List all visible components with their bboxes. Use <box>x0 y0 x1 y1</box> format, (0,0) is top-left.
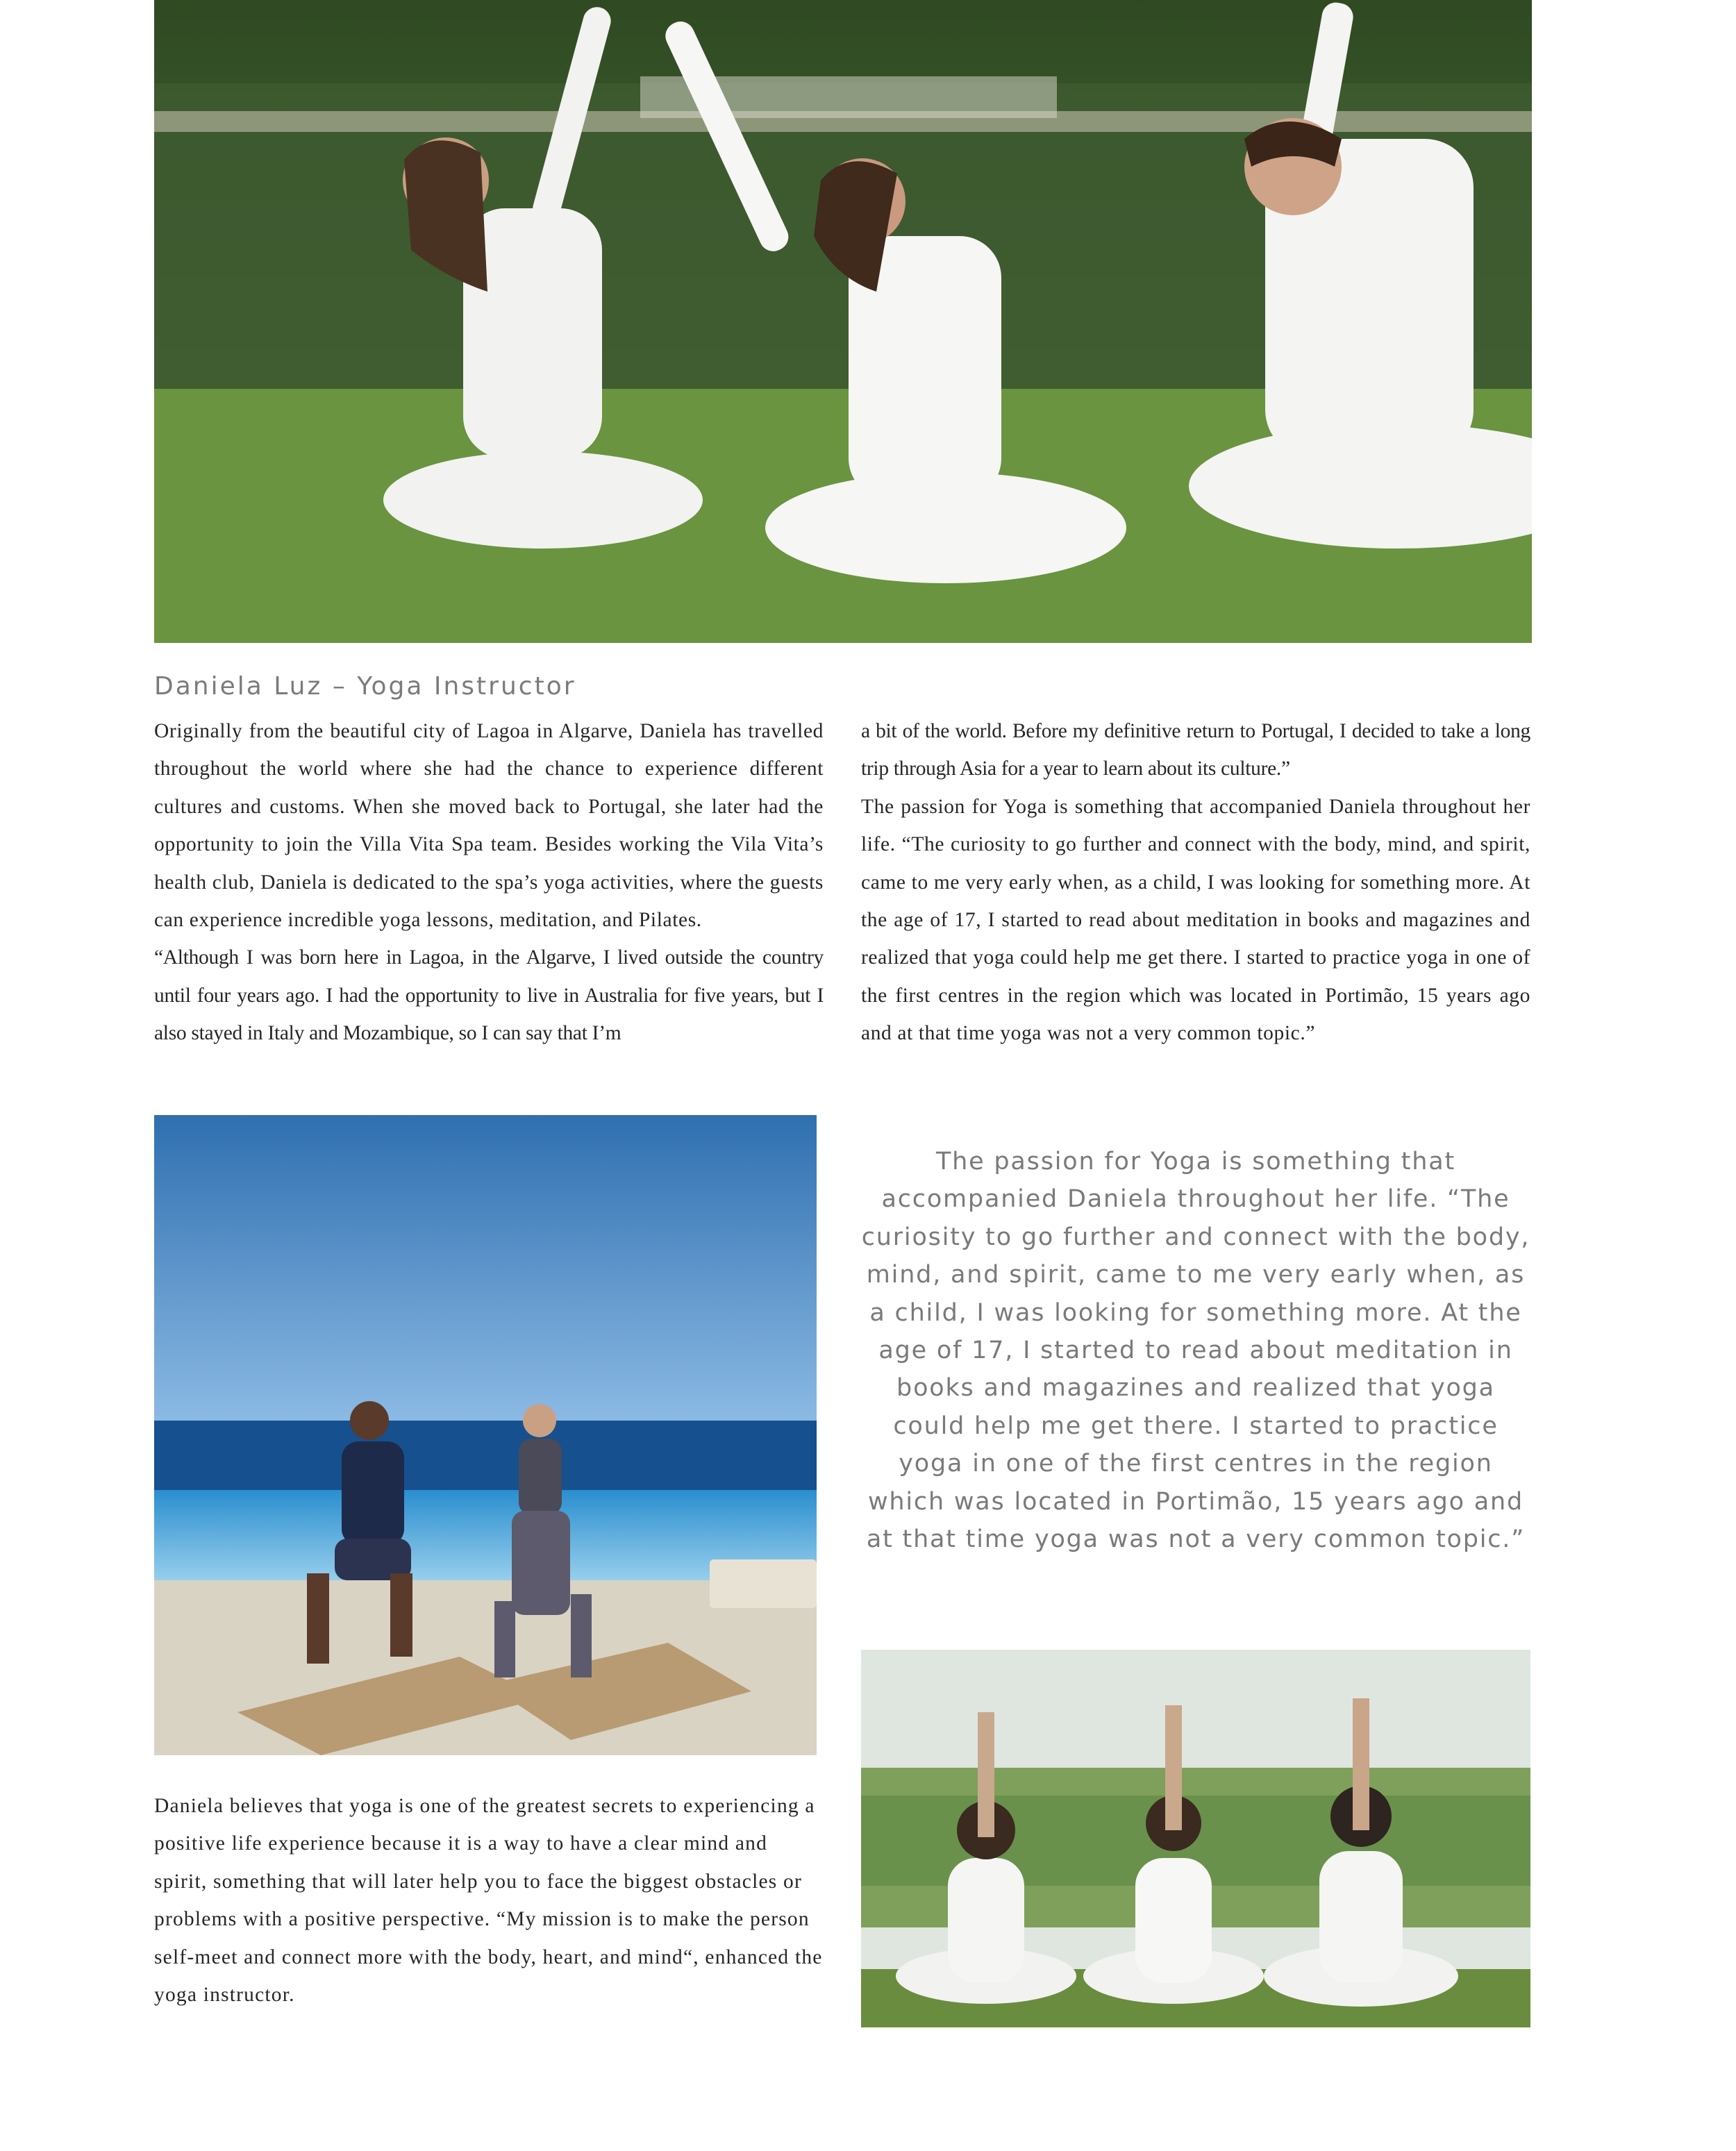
pull-quote: The passion for Yoga is something that accompanied Daniela throughout her life. “The curiosity to go further and connect with the body, mind, and spirit, came to me very early when, as a child, I was looking for something more. At the age of 17, I started to read about meditation in books and magazines and realized that yoga could help me get there. I started to practice yoga in one of the first centres in the region which was located in Portimão, 15 years ago and at that time yoga was not a very common topic.” <box>861 1148 1530 1554</box>
paragraph: The passion for Yoga is something that accompanied Daniela throughout her life. “The curiosity to go further and connect with the body, mind, and spirit, came to me very early when, as a child, I was looking for something more. At the age of 17, I started to read about meditation in books and magazines and realized that yoga could help me get there. I started to practice yoga in one of the first centres in the region which was located in Portimão, 15 years ago and at that time yoga was not a very common topic.” <box>861 795 1530 1045</box>
pool-workout-photo <box>154 1115 817 1755</box>
article-column-left <box>154 712 824 1053</box>
hero-photo <box>154 0 1532 643</box>
paragraph: Daniela believes that yoga is one of the greatest secrets to experiencing a positive life experience because it is a way to have a clear mind and spirit, something that will later help you to face the biggest obstacles or problems with a positive perspective. “My mission is to make the person self-meet and connect more with the body, heart, and mind“, enhanced the yoga instructor. <box>154 1795 823 2007</box>
article-column-bottom <box>154 1787 824 2014</box>
paragraph: a bit of the world. Before my definitive return to Portugal, I decided to take a long trip through Asia for a year to learn about its culture.” <box>861 720 1530 780</box>
article-heading: Daniela Luz – Yoga Instructor <box>154 672 576 701</box>
meditation-photo <box>861 1650 1530 2027</box>
paragraph: Originally from the beautiful city of Lagoa in Algarve, Daniela has travelled throughout the world where she had the chance to experience different cultures and customs. When she moved back to Portugal, she later had the opportunity to join the Villa Vita Spa team. Besides working the Vila Vita’s health club, Daniela is dedicated to the spa’s yoga activities, where the guests can experience incredible yoga lessons, meditation, and Pilates. <box>154 720 824 932</box>
article-column-right <box>861 712 1530 1053</box>
paragraph: “Although I was born here in Lagoa, in the Algarve, I lived outside the country until four years ago. I had the opportunity to live in Australia for five years, but I also stayed in Italy and Mozambique, so I can say that I’m <box>154 946 824 1045</box>
